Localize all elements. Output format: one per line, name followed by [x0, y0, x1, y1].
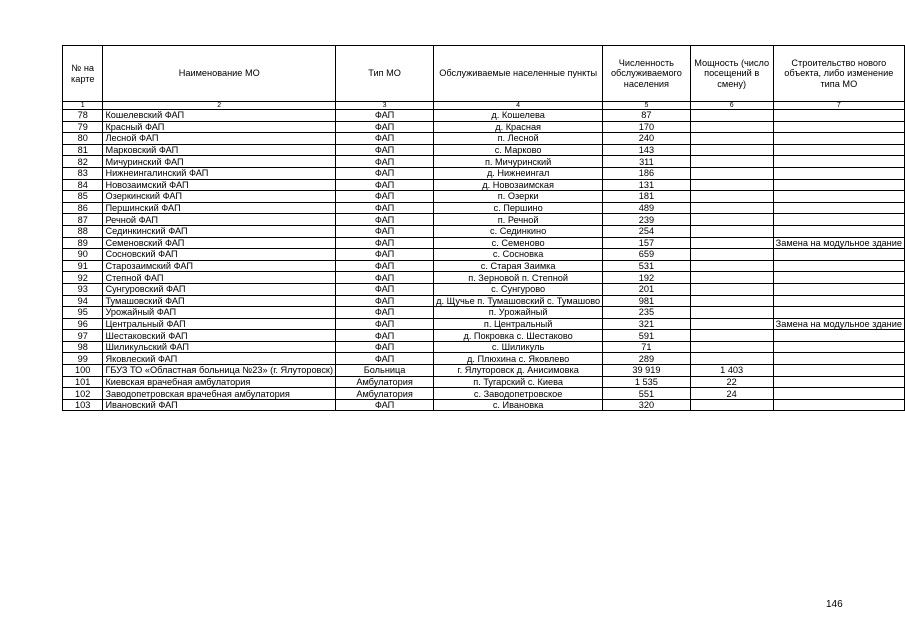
cell-num: 101 [63, 376, 103, 388]
cell-num: 82 [63, 156, 103, 168]
cell-capacity: 22 [690, 376, 773, 388]
table-row [63, 283, 905, 295]
cell-settlements: п. Зерновой п. Степной [434, 272, 603, 284]
table-row [63, 121, 905, 133]
cell-population: 131 [603, 179, 691, 191]
table-body [63, 110, 905, 411]
cell-num: 89 [63, 237, 103, 249]
cell-population: 981 [603, 295, 691, 307]
cell-capacity [690, 307, 773, 319]
cell-settlements: с. Сунгурово [434, 283, 603, 295]
cell-type: ФАП [336, 272, 434, 284]
cell-population: 311 [603, 156, 691, 168]
cell-population: 240 [603, 133, 691, 145]
cell-type: ФАП [336, 214, 434, 226]
table-row [63, 365, 905, 377]
cell-capacity [690, 144, 773, 156]
cell-name: Речной ФАП [103, 214, 336, 226]
cell-type: ФАП [336, 260, 434, 272]
cell-num: 95 [63, 307, 103, 319]
cell-capacity [690, 237, 773, 249]
cell-name: Киевская врачебная амбулатория [103, 376, 336, 388]
cell-type: ФАП [336, 353, 434, 365]
table-row [63, 399, 905, 411]
header-row [63, 46, 905, 102]
table-row [63, 237, 905, 249]
cell-num: 86 [63, 202, 103, 214]
cell-population: 170 [603, 121, 691, 133]
table-row [63, 133, 905, 145]
page-number: 146 [826, 599, 843, 610]
cell-num: 100 [63, 365, 103, 377]
cell-name: Шиликульский ФАП [103, 341, 336, 353]
cell-population: 201 [603, 283, 691, 295]
cell-settlements: п. Лесной [434, 133, 603, 145]
cell-construction [773, 283, 904, 295]
cell-type: ФАП [336, 283, 434, 295]
cell-settlements: г. Ялуторовск д. Анисимовка [434, 365, 603, 377]
cell-settlements: п. Урожайный [434, 307, 603, 319]
cell-construction [773, 341, 904, 353]
cell-construction [773, 399, 904, 411]
cell-population: 551 [603, 388, 691, 400]
cell-population: 143 [603, 144, 691, 156]
cell-capacity [690, 341, 773, 353]
cell-settlements: с. Сосновка [434, 249, 603, 261]
cell-capacity [690, 133, 773, 145]
table-row [63, 156, 905, 168]
cell-type: ФАП [336, 191, 434, 203]
cell-construction [773, 133, 904, 145]
cell-type: ФАП [336, 179, 434, 191]
cell-type: ФАП [336, 156, 434, 168]
table-row [63, 341, 905, 353]
cell-num: 78 [63, 110, 103, 122]
cell-settlements: д. Красная [434, 121, 603, 133]
cell-name: Степной ФАП [103, 272, 336, 284]
cell-settlements: с. Першино [434, 202, 603, 214]
cell-capacity [690, 249, 773, 261]
cell-population: 289 [603, 353, 691, 365]
cell-type: Амбулатория [336, 388, 434, 400]
column-number: 6 [690, 102, 773, 110]
cell-capacity [690, 121, 773, 133]
table-row [63, 260, 905, 272]
column-number: 3 [336, 102, 434, 110]
cell-settlements: п. Тугарский с. Киева [434, 376, 603, 388]
cell-construction: Замена на модульное здание [773, 318, 904, 330]
cell-settlements: с. Семеново [434, 237, 603, 249]
cell-settlements: п. Центральный [434, 318, 603, 330]
cell-type: ФАП [336, 202, 434, 214]
cell-settlements: д. Новозаимская [434, 179, 603, 191]
cell-capacity [690, 399, 773, 411]
cell-capacity: 24 [690, 388, 773, 400]
cell-population: 591 [603, 330, 691, 342]
cell-construction [773, 353, 904, 365]
cell-settlements: п. Озерки [434, 191, 603, 203]
cell-construction [773, 307, 904, 319]
cell-type: ФАП [336, 341, 434, 353]
cell-construction [773, 214, 904, 226]
column-number-row [63, 102, 905, 110]
cell-population: 531 [603, 260, 691, 272]
cell-population: 181 [603, 191, 691, 203]
cell-num: 81 [63, 144, 103, 156]
cell-population: 1 535 [603, 376, 691, 388]
cell-settlements: д. Кошелева [434, 110, 603, 122]
cell-capacity [690, 295, 773, 307]
cell-settlements: с. Марково [434, 144, 603, 156]
cell-num: 79 [63, 121, 103, 133]
cell-name: Першинский ФАП [103, 202, 336, 214]
cell-capacity [690, 179, 773, 191]
header-settlements: Обслуживаемые населенные пункты [434, 46, 603, 102]
cell-construction [773, 365, 904, 377]
cell-capacity [690, 353, 773, 365]
table-row [63, 307, 905, 319]
table-row [63, 202, 905, 214]
medical-organizations-table [62, 45, 905, 411]
cell-construction [773, 388, 904, 400]
cell-num: 94 [63, 295, 103, 307]
cell-type: ФАП [336, 330, 434, 342]
cell-construction [773, 179, 904, 191]
cell-settlements: п. Мичуринский [434, 156, 603, 168]
cell-type: ФАП [336, 318, 434, 330]
cell-name: Красный ФАП [103, 121, 336, 133]
cell-population: 320 [603, 399, 691, 411]
cell-construction [773, 191, 904, 203]
cell-population: 239 [603, 214, 691, 226]
cell-num: 85 [63, 191, 103, 203]
cell-settlements: с. Сединкино [434, 225, 603, 237]
cell-num: 99 [63, 353, 103, 365]
cell-construction [773, 110, 904, 122]
cell-population: 321 [603, 318, 691, 330]
cell-population: 659 [603, 249, 691, 261]
cell-name: Марковский ФАП [103, 144, 336, 156]
column-number: 7 [773, 102, 904, 110]
cell-name: Сунгуровский ФАП [103, 283, 336, 295]
cell-construction: Замена на модульное здание [773, 237, 904, 249]
cell-name: ГБУЗ ТО «Областная больница №23» (г. Ялуторовск) [103, 365, 336, 377]
cell-settlements: п. Речной [434, 214, 603, 226]
cell-num: 92 [63, 272, 103, 284]
cell-type: ФАП [336, 225, 434, 237]
cell-construction [773, 295, 904, 307]
cell-construction [773, 260, 904, 272]
column-number: 1 [63, 102, 103, 110]
cell-population: 192 [603, 272, 691, 284]
cell-settlements: д. Нижнеингал [434, 167, 603, 179]
cell-population: 235 [603, 307, 691, 319]
table-row [63, 295, 905, 307]
cell-settlements: д. Покровка с. Шестаково [434, 330, 603, 342]
cell-capacity [690, 330, 773, 342]
cell-population: 489 [603, 202, 691, 214]
table-row [63, 388, 905, 400]
cell-num: 91 [63, 260, 103, 272]
cell-num: 98 [63, 341, 103, 353]
table-row [63, 144, 905, 156]
cell-name: Ивановский ФАП [103, 399, 336, 411]
table-row [63, 225, 905, 237]
header-name: Наименование МО [103, 46, 336, 102]
cell-settlements: д. Плюхина с. Яковлево [434, 353, 603, 365]
column-number: 2 [103, 102, 336, 110]
cell-num: 84 [63, 179, 103, 191]
cell-population: 39 919 [603, 365, 691, 377]
cell-num: 102 [63, 388, 103, 400]
cell-capacity [690, 110, 773, 122]
table-row [63, 249, 905, 261]
cell-capacity [690, 225, 773, 237]
cell-construction [773, 167, 904, 179]
cell-capacity [690, 202, 773, 214]
cell-construction [773, 225, 904, 237]
cell-type: ФАП [336, 133, 434, 145]
header-construction: Строительство нового объекта, либо изменение типа МО [773, 46, 904, 102]
cell-population: 157 [603, 237, 691, 249]
cell-population: 254 [603, 225, 691, 237]
cell-type: Больница [336, 365, 434, 377]
cell-num: 97 [63, 330, 103, 342]
cell-num: 83 [63, 167, 103, 179]
cell-num: 88 [63, 225, 103, 237]
cell-type: ФАП [336, 249, 434, 261]
cell-construction [773, 376, 904, 388]
cell-num: 93 [63, 283, 103, 295]
table-row [63, 214, 905, 226]
cell-population: 186 [603, 167, 691, 179]
cell-name: Сединкинский ФАП [103, 225, 336, 237]
cell-type: ФАП [336, 167, 434, 179]
cell-construction [773, 144, 904, 156]
cell-capacity [690, 318, 773, 330]
cell-type: ФАП [336, 144, 434, 156]
cell-construction [773, 121, 904, 133]
table-row [63, 376, 905, 388]
header-num: № на карте [63, 46, 103, 102]
cell-capacity [690, 191, 773, 203]
cell-name: Новозаимский ФАП [103, 179, 336, 191]
cell-num: 96 [63, 318, 103, 330]
cell-name: Озеркинский ФАП [103, 191, 336, 203]
cell-type: ФАП [336, 399, 434, 411]
cell-type: Амбулатория [336, 376, 434, 388]
cell-num: 90 [63, 249, 103, 261]
cell-construction [773, 202, 904, 214]
header-capacity: Мощность (число посещений в смену) [690, 46, 773, 102]
cell-construction [773, 330, 904, 342]
cell-name: Кошелевский ФАП [103, 110, 336, 122]
cell-name: Центральный ФАП [103, 318, 336, 330]
cell-num: 103 [63, 399, 103, 411]
cell-construction [773, 249, 904, 261]
table-row [63, 272, 905, 284]
table-row [63, 179, 905, 191]
table-row [63, 110, 905, 122]
cell-type: ФАП [336, 295, 434, 307]
cell-type: ФАП [336, 121, 434, 133]
cell-type: ФАП [336, 237, 434, 249]
cell-type: ФАП [336, 110, 434, 122]
table-row [63, 353, 905, 365]
cell-name: Сосновский ФАП [103, 249, 336, 261]
table-row [63, 318, 905, 330]
cell-capacity: 1 403 [690, 365, 773, 377]
column-number: 5 [603, 102, 691, 110]
cell-settlements: с. Заводопетровское [434, 388, 603, 400]
cell-num: 87 [63, 214, 103, 226]
cell-name: Тумашовский ФАП [103, 295, 336, 307]
cell-name: Заводопетровская врачебная амбулатория [103, 388, 336, 400]
cell-construction [773, 272, 904, 284]
table-row [63, 191, 905, 203]
cell-name: Старозаимский ФАП [103, 260, 336, 272]
cell-settlements: д. Щучье п. Тумашовский с. Тумашово [434, 295, 603, 307]
cell-construction [773, 156, 904, 168]
cell-name: Лесной ФАП [103, 133, 336, 145]
cell-name: Урожайный ФАП [103, 307, 336, 319]
cell-settlements: с. Шиликуль [434, 341, 603, 353]
cell-capacity [690, 214, 773, 226]
cell-name: Семеновский ФАП [103, 237, 336, 249]
cell-num: 80 [63, 133, 103, 145]
cell-name: Яковлеский ФАП [103, 353, 336, 365]
cell-name: Мичуринский ФАП [103, 156, 336, 168]
cell-name: Шестаковский ФАП [103, 330, 336, 342]
cell-capacity [690, 260, 773, 272]
header-population: Численность обслуживаемого населения [603, 46, 691, 102]
table-row [63, 167, 905, 179]
table-row [63, 330, 905, 342]
column-number: 4 [434, 102, 603, 110]
cell-population: 71 [603, 341, 691, 353]
cell-capacity [690, 167, 773, 179]
cell-type: ФАП [336, 307, 434, 319]
cell-name: Нижнеингалинский ФАП [103, 167, 336, 179]
cell-capacity [690, 156, 773, 168]
cell-settlements: с. Старая Заимка [434, 260, 603, 272]
cell-capacity [690, 272, 773, 284]
header-type: Тип МО [336, 46, 434, 102]
cell-capacity [690, 283, 773, 295]
cell-population: 87 [603, 110, 691, 122]
cell-settlements: с. Ивановка [434, 399, 603, 411]
